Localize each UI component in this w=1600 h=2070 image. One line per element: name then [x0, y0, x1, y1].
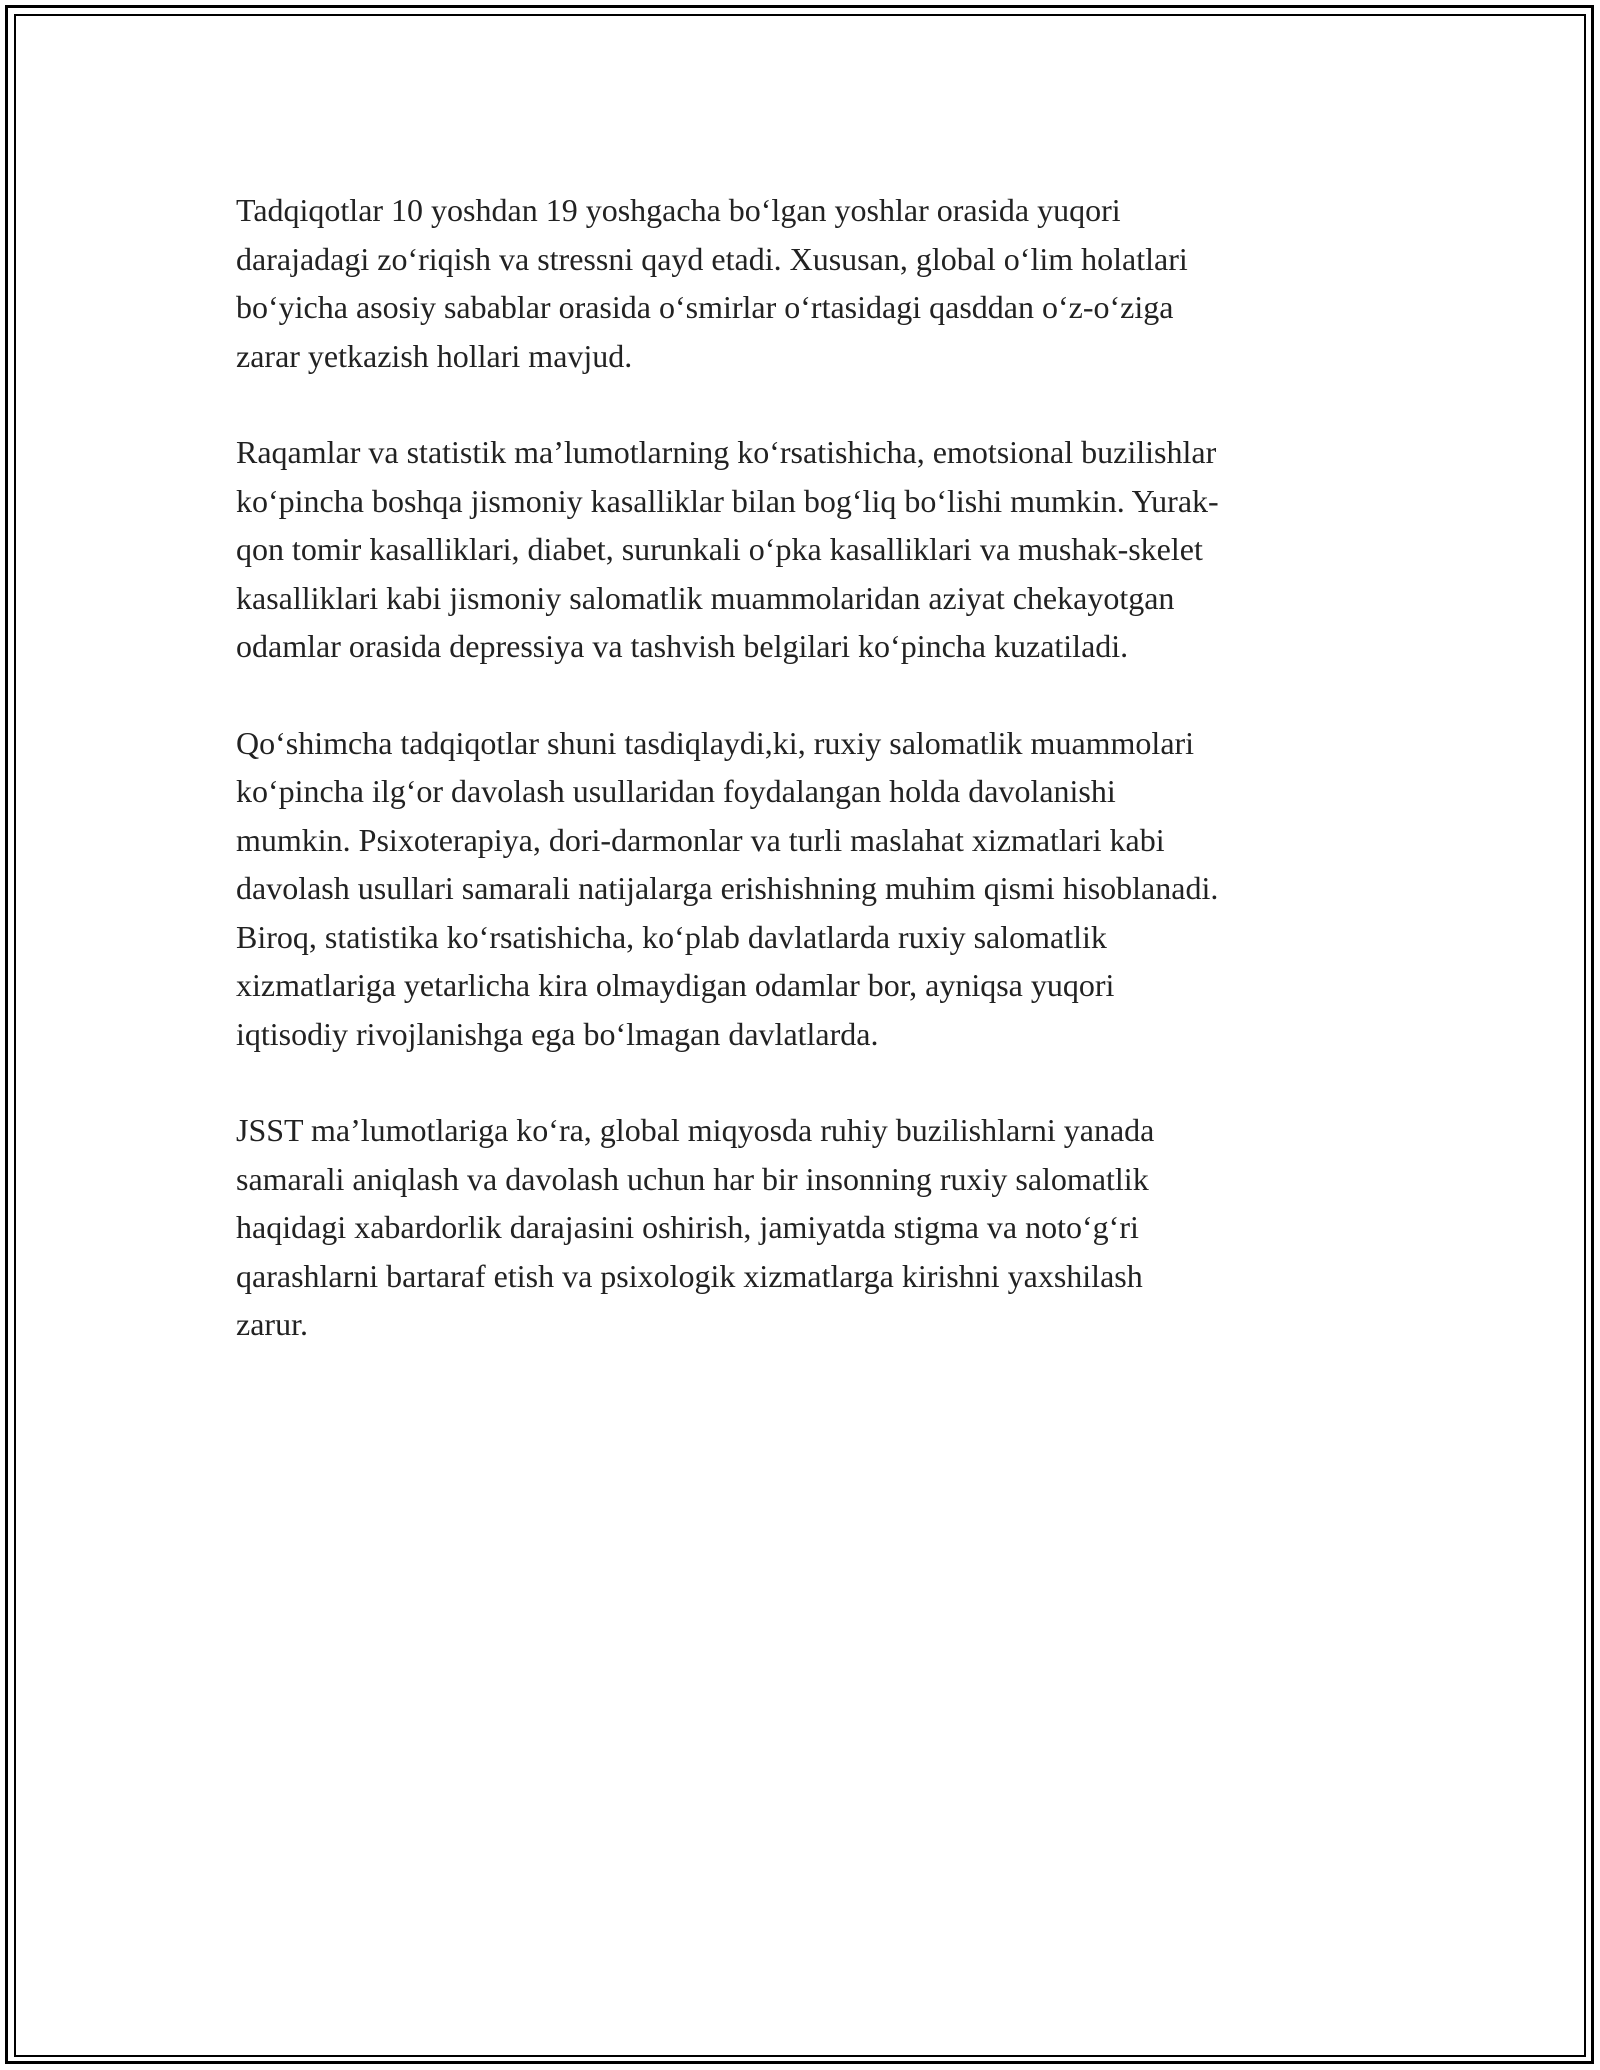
text-line: ko‘pincha ilg‘or davolash usullaridan foydalangan holda davolanishi: [236, 773, 1116, 809]
text-line: qon tomir kasalliklari, diabet, surunkali o‘pka kasalliklari va mushak-skelet: [236, 531, 1203, 567]
paragraph-3: [236, 719, 1366, 1059]
text-line: zarur.: [236, 1306, 308, 1342]
paragraph-1: [236, 186, 1366, 380]
text-line: samarali aniqlash va davolash uchun har bir insonning ruxiy salomatlik: [236, 1160, 1149, 1197]
text-line: bo‘yicha asosiy sabablar orasida o‘smirlar o‘rtasidagi qasddan o‘z-o‘ziga: [236, 289, 1174, 325]
text-line: Qo‘shimcha tadqiqotlar shuni tasdiqlaydi,ki, ruxiy salomatlik muammolari: [236, 724, 1195, 761]
text-line: Biroq, statistika ko‘rsatishicha, ko‘plab davlatlarda ruxiy salomatlik: [236, 918, 1107, 955]
text-line: kasalliklari kabi jismoniy salomatlik muammolaridan aziyat chekayotgan: [236, 579, 1175, 616]
text-line: JSST ma’lumotlariga ko‘ra, global miqyosda ruhiy buzilishlarni yanada: [236, 1112, 1155, 1148]
text-line: zarar yetkazish hollari mavjud.: [236, 337, 633, 374]
text-line: iqtisodiy rivojlanishga ega bo‘lmagan davlatlarda.: [236, 1015, 879, 1052]
text-line: xizmatlariga yetarlicha kira olmaydigan odamlar bor, ayniqsa yuqori: [236, 967, 1115, 1003]
text-line: Raqamlar va statistik ma’lumotlarning ko‘rsatishicha, emotsional buzilishlar: [236, 434, 1217, 470]
text-line: odamlar orasida depressiya va tashvish belgilari ko‘pincha kuzatiladi.: [236, 628, 1129, 664]
text-line: mumkin. Psixoterapiya, dori-darmonlar va turli maslahat xizmatlari kabi: [236, 821, 1165, 858]
paragraph-2: [236, 428, 1366, 671]
text-line: Tadqiqotlar 10 yoshdan 19 yoshgacha bo‘lgan yoshlar orasida yuqori: [236, 192, 1121, 228]
document-body: [236, 186, 1366, 1397]
paragraph-4: [236, 1106, 1366, 1349]
text-line: ko‘pincha boshqa jismoniy kasalliklar bilan bog‘liq bo‘lishi mumkin. Yurak-: [236, 482, 1219, 519]
text-line: davolash usullari samarali natijalarga erishishning muhim qismi hisoblanadi.: [236, 870, 1219, 906]
text-line: darajadagi zo‘riqish va stressni qayd etadi. Xususan, global o‘lim holatlari: [236, 240, 1188, 277]
text-line: qarashlarni bartaraf etish va psixologik xizmatlarga kirishni yaxshilash: [236, 1257, 1143, 1294]
text-line: haqidagi xabardorlik darajasini oshirish, jamiyatda stigma va noto‘g‘ri: [236, 1209, 1139, 1245]
